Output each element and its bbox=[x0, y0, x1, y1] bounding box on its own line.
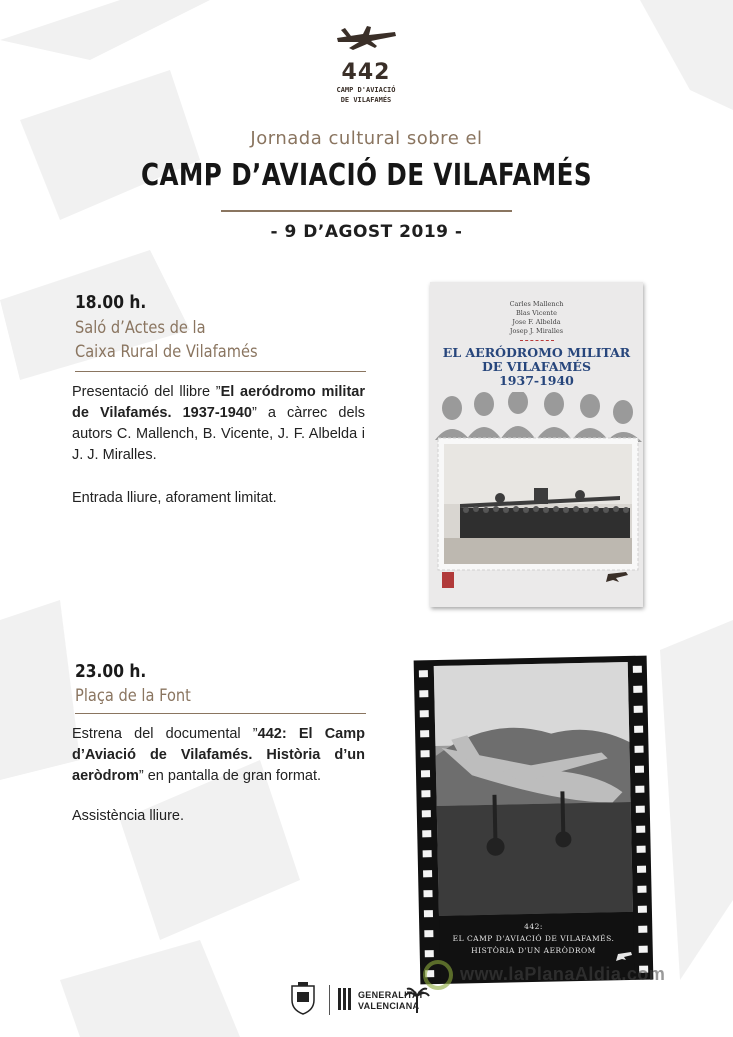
event-subtitle: Jornada cultural sobre el bbox=[250, 128, 483, 149]
event2-documentary-title: 442: El Camp d’Aviació de Vilafamés. Història d’un aeròdrom bbox=[72, 726, 365, 784]
book-author: Blas Vicente bbox=[516, 309, 557, 317]
event1-divider bbox=[75, 371, 366, 372]
film-strip-still bbox=[413, 654, 654, 986]
book-author: Jose F. Albelda bbox=[512, 318, 561, 326]
event1-desc-prefix: Presentació del llibre ” bbox=[72, 384, 221, 400]
event1-note: Entrada lliure, aforament limitat. bbox=[72, 490, 277, 506]
event2-time: 23.00 h. bbox=[75, 661, 147, 682]
book-author: Josep J. Miralles bbox=[509, 327, 564, 335]
event2-divider bbox=[75, 713, 366, 714]
event1-book-title: El aeródromo militar de Vilafamés. 1937-1940 bbox=[72, 384, 365, 421]
generalitat-text-line1: GENERALITAT bbox=[358, 990, 424, 1000]
title-divider bbox=[221, 210, 512, 212]
logo-number: 442 bbox=[341, 60, 391, 85]
book-authors bbox=[430, 300, 643, 336]
palm-tree-logo-icon bbox=[404, 986, 430, 1014]
laplana-watermark-icon bbox=[420, 960, 456, 990]
footer-separator bbox=[329, 985, 330, 1015]
logo-subtitle-line1: CAMP D'AVIACIÓ bbox=[336, 86, 396, 94]
event2-description bbox=[72, 724, 365, 787]
film-caption-subtitle: HISTÒRIA D'UN AERÒDROM bbox=[471, 946, 596, 955]
film-caption-number: 442: bbox=[524, 922, 543, 931]
generalitat-emblem-icon bbox=[336, 986, 354, 1014]
event2-place: Plaça de la Font bbox=[75, 686, 191, 706]
film-caption-title: EL CAMP D'AVIACIÓ DE VILAFAMÉS. bbox=[452, 934, 615, 943]
book-title-line1: EL AERÓDROMO MILITAR bbox=[442, 345, 631, 360]
ajuntament-crest-icon bbox=[288, 980, 318, 1016]
logo-subtitle-line2: DE VILAFAMÉS bbox=[340, 96, 392, 104]
book-cover bbox=[430, 282, 643, 607]
event1-place-line1: Saló d’Actes de la bbox=[75, 318, 206, 338]
event2-desc-prefix: Estrena del documental ” bbox=[72, 726, 258, 742]
event1-description bbox=[72, 382, 365, 466]
book-author: Carles Mallench bbox=[509, 300, 564, 308]
book-title-line2: DE VILAFAMÉS bbox=[482, 359, 591, 374]
generalitat-text-line2: VALENCIANA bbox=[358, 1001, 420, 1011]
book-dash-divider bbox=[520, 340, 554, 341]
event1-place-line2: Caixa Rural de Vilafamés bbox=[75, 342, 258, 362]
event-date: - 9 D’AGOST 2019 - bbox=[270, 222, 463, 242]
website-watermark: www.laPlanaAldia.com bbox=[460, 964, 666, 984]
event1-time: 18.00 h. bbox=[75, 292, 147, 313]
event2-desc-suffix: ” en pantalla de gran format. bbox=[138, 768, 322, 784]
book-title-line3: 1937-1940 bbox=[499, 373, 574, 388]
book-cover-photo bbox=[430, 392, 643, 607]
event2-note: Assistència lliure. bbox=[72, 808, 185, 824]
main-title: CAMP D’AVIACIÓ DE VILAFAMÉS bbox=[141, 158, 592, 193]
book-title bbox=[430, 346, 643, 388]
event1-desc-suffix: ” a càrrec dels autors C. Mallench, B. Vicente, J. F. Albelda i J. J. Miralles. bbox=[72, 405, 365, 463]
